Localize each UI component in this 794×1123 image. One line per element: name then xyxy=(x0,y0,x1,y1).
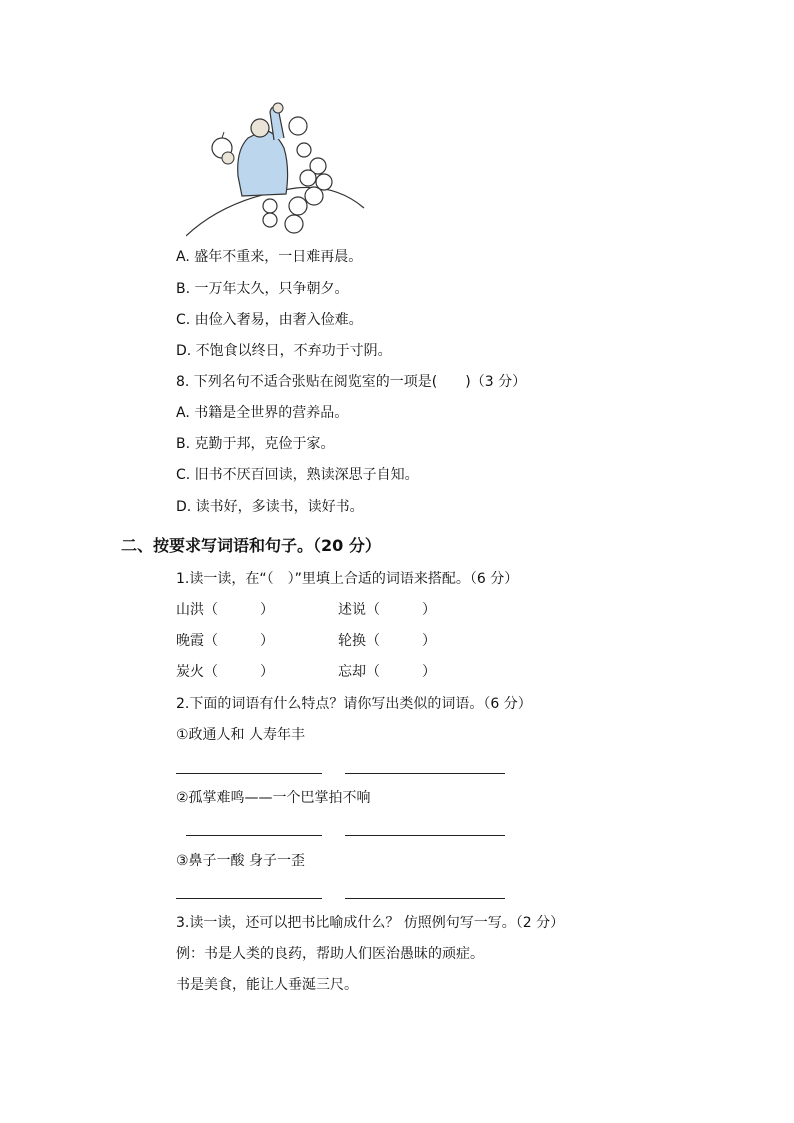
s2-q2-item-3: ③鼻子一酸 身子一歪 xyxy=(176,853,306,869)
s2-q2-item-1: ①政通人和 人寿年丰 xyxy=(176,727,306,743)
answer-blank[interactable] xyxy=(345,835,505,836)
q8-stem: 8. 下列名句不适合张贴在阅览室的一项是( )（3 分） xyxy=(176,374,527,390)
section2-title: 二、按要求写词语和句子。（20 分） xyxy=(121,536,381,555)
answer-blank[interactable] xyxy=(186,835,322,836)
answer-blank[interactable] xyxy=(176,773,322,774)
s2-q2-item-2: ②孤掌难鸣——一个巴掌拍不响 xyxy=(176,790,371,806)
s2-q3-stem: 3.读一读，还可以把书比喻成什么？ 仿照例句写一写。（2 分） xyxy=(176,915,565,931)
answer-blank[interactable] xyxy=(345,773,505,774)
q7-option-a: A. 盛年不重来，一日难再晨。 xyxy=(176,249,363,265)
s2-q1-pair-right: 述说（ ） xyxy=(338,602,436,618)
answer-blank[interactable] xyxy=(345,898,505,899)
q8-option-a: A. 书籍是全世界的营养品。 xyxy=(176,405,349,421)
q7-option-b: B. 一万年太久，只争朝夕。 xyxy=(176,281,349,297)
q7-option-d: D. 不饱食以终日，不弃功于寸阴。 xyxy=(176,343,392,359)
q8-option-d: D. 读书好，多读书，读好书。 xyxy=(176,499,364,515)
s2-q1-pair-left: 山洪（ ） xyxy=(176,602,274,618)
s2-q3-example: 例：书是人类的良药，帮助人们医治愚昧的顽症。 xyxy=(176,946,484,962)
s2-q3-answer-line: 书是美食，能让人垂涎三尺。 xyxy=(176,977,358,993)
s2-q1-pair-left: 炭火（ ） xyxy=(176,664,274,680)
apple-picking-illustration xyxy=(186,98,366,238)
s2-q1-pair-left: 晚霞（ ） xyxy=(176,633,274,649)
answer-blank[interactable] xyxy=(176,898,322,899)
q8-option-c: C. 旧书不厌百回读，熟读深思子自知。 xyxy=(176,467,419,483)
q8-option-b: B. 克勤于邦，克俭于家。 xyxy=(176,436,335,452)
s2-q1-pair-right: 忘却（ ） xyxy=(338,664,436,680)
s2-q1-pair-right: 轮换（ ） xyxy=(338,633,436,649)
q7-option-c: C. 由俭入奢易，由奢入俭难。 xyxy=(176,312,363,328)
s2-q2-stem: 2.下面的词语有什么特点？请你写出类似的词语。（6 分） xyxy=(176,696,532,712)
s2-q1-stem: 1.读一读，在“（ ）”里填上合适的词语来搭配。（6 分） xyxy=(176,571,519,587)
